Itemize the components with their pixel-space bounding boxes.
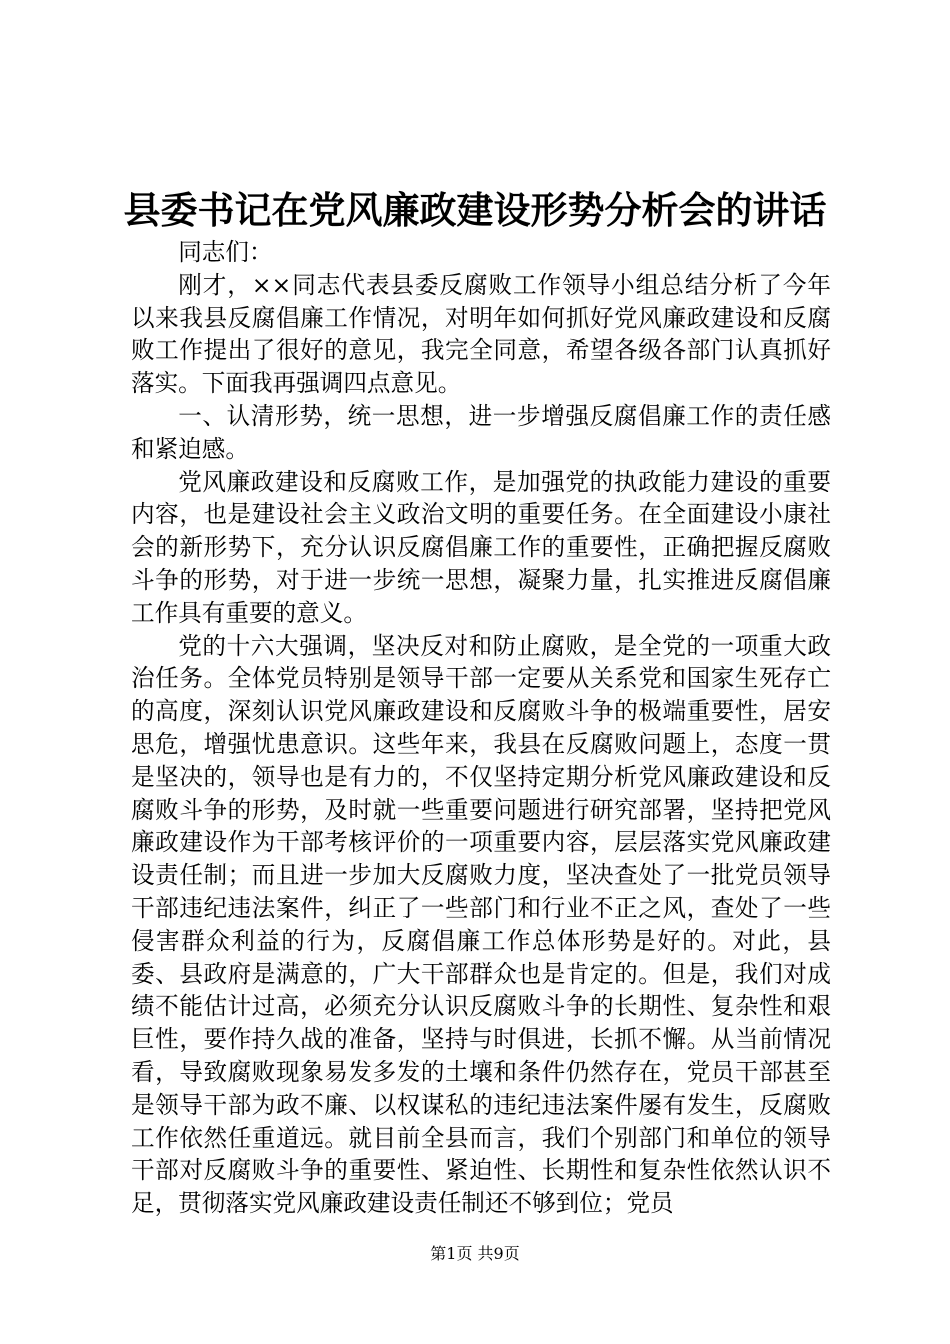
section-heading: 一、认清形势，统一思想，进一步增强反腐倡廉工作的责任感和紧迫感。 bbox=[131, 401, 831, 463]
body-paragraph: 党的十六大强调，坚决反对和防止腐败，是全党的一项重大政治任务。全体党员特别是领导干部一定要从关系党和国家生死存亡的高度，深刻认识党风廉政建设和反腐败斗争的极端重要性，居安思危，增强忧患意识。这些年来，我县在反腐败问题上，态度一贯是坚决的，领导也是有力的，不仅坚持定期分析党风廉政建设和反腐败斗争的形势，及时就一些重要问题进行研究部署，坚持把党风廉政建设作为干部考核评价的一项重要内容，层层落实党风廉政建设责任制；而且进一步加大反腐败力度，坚决查处了一批党员领导干部违纪违法案件，纠正了一些部门和行业不正之风，查处了一些侵害群众利益的行为，反腐倡廉工作总体形势是好的。对此，县委、县政府是满意的，广大干部群众也是肯定的。但是，我们对成绩不能估计过高，必须充分认识反腐败斗争的长期性、复杂性和艰巨性，要作持久战的准备，坚持与时俱进，长抓不懈。从当前情况看，导致腐败现象易发多发的土壤和条件仍然存在，党员干部甚至是领导干部为政不廉、以权谋私的违纪违法案件屡有发生，反腐败工作依然任重道远。就目前全县而言，我们个别部门和单位的领导干部对反腐败斗争的重要性、紧迫性、长期性和复杂性依然认识不足，贯彻落实党风廉政建设责任制还不够到位；党员 bbox=[131, 631, 831, 1218]
body-paragraph: 党风廉政建设和反腐败工作，是加强党的执政能力建设的重要内容，也是建设社会主义政治文明的重要任务。在全面建设小康社会的新形势下，充分认识反腐倡廉工作的重要性，正确把握反腐败斗争的形势，对于进一步统一思想，凝聚力量，扎实推进反腐倡廉工作具有重要的意义。 bbox=[131, 467, 831, 627]
body-paragraph: 刚才，××同志代表县委反腐败工作领导小组总结分析了今年以来我县反腐倡廉工作情况，对明年如何抓好党风廉政建设和反腐败工作提出了很好的意见，我完全同意，希望各级各部门认真抓好落实。下面我再强调四点意见。 bbox=[131, 270, 831, 398]
page-footer: 第1页 共9页 bbox=[430, 1244, 520, 1263]
document-title: 县委书记在党风廉政建设形势分析会的讲话 bbox=[123, 188, 827, 232]
salutation-paragraph: 同志们： bbox=[178, 238, 273, 266]
document-body bbox=[131, 236, 831, 1220]
